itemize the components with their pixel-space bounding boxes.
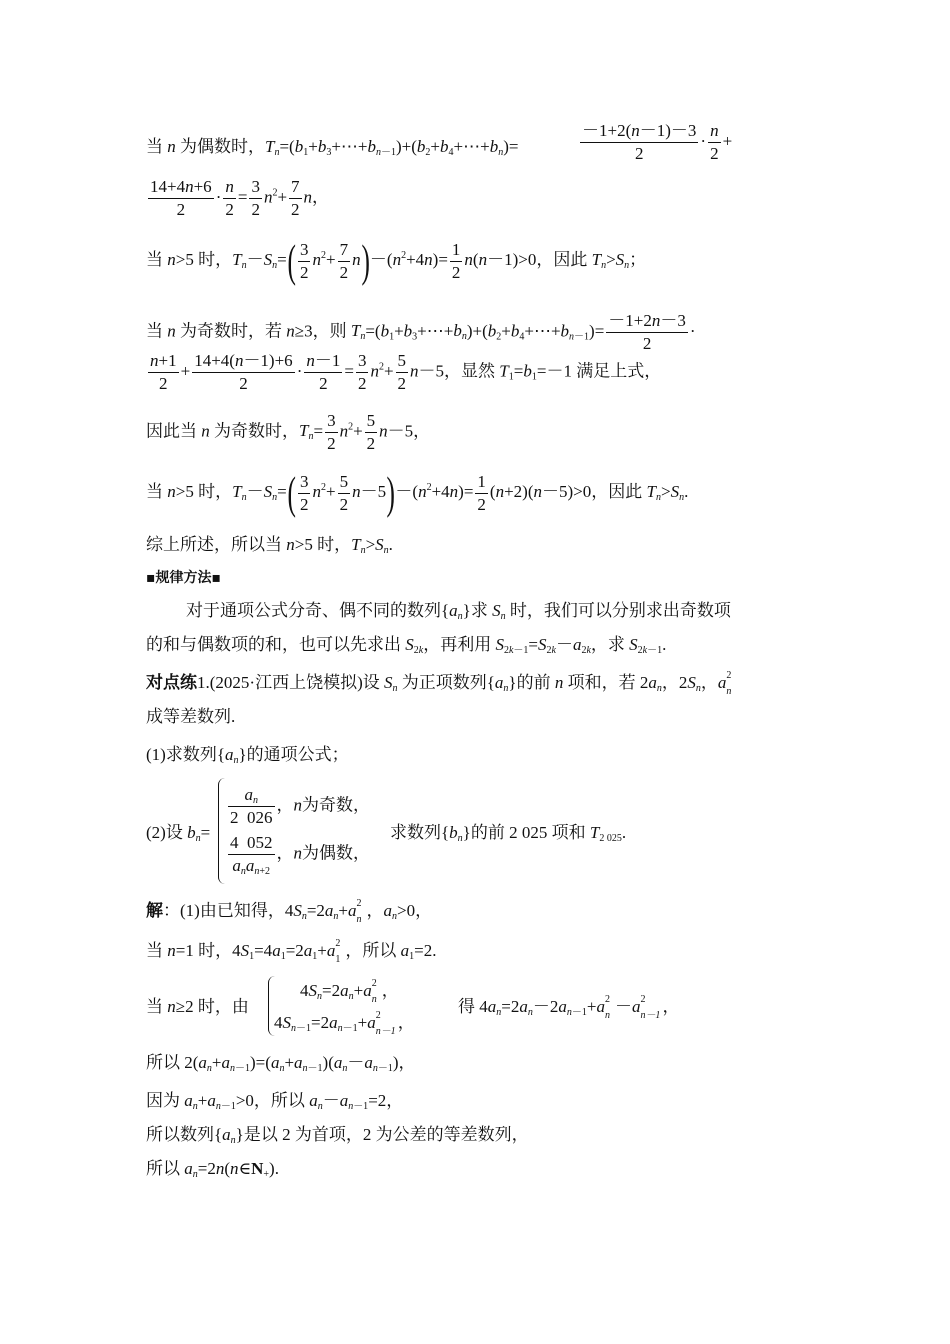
even-case-result: $\frac{14+4n+6}{2}$ · $\frac{n}{2}$ = $\frac{3}{2}$ $n^2+$ $\frac{7}{2}$ n，	[150, 177, 330, 219]
exercise-line-1: 对点练1.(2025·江西上饶模拟)设 $S_n$ 为正项数列$\{a_n\}$的前 n 项和，若 $2a_n$，$2S_n$，a 2 n	[146, 670, 732, 698]
solution-l3: 所以数列$\{a_n\}$是以 2 为首项，2 为公差的等差数列，	[146, 1125, 529, 1146]
piecewise-odd: $\frac{a_n}{2 026}$ ，n为奇数，	[230, 785, 370, 827]
part-1: (1)求数列$\{a_n\}$的通项公式；	[146, 745, 349, 766]
odd-case-result: $\frac{n+1}{2}$ + $\frac{14+4(n-1)+6}{2}$ · $\frac{n-1}{2}$ = $\frac{3}{2}$ $n^2+$ $\frac{5}{2}$ n－5，显然 $T_1=b_1=-1$ 满足上式，	[150, 351, 662, 393]
method-line-1: 对于通项公式分奇、偶不同的数列$\{a_n\}$求 $S_n$ 时，我们可以分别求出奇数项	[186, 601, 731, 622]
method-line-2: 的和与偶数项的和，也可以先求出 $S_{2k}$，再利用 $S_{2k-1}=S_{2k}-a_{2k}$，求 $S_{2k-1}$.	[146, 635, 667, 656]
piecewise-brace	[218, 778, 225, 884]
even-case-fraction: $\frac{-1+2(n-1)-3}{2}$ · $\frac{n}{2}$ +	[582, 121, 733, 163]
odd-case-line: 当 n 为奇数时，若 n≥3，则 $T_n=(b_1+b_3+\cdots+b_n)+(b_2+b_4+\cdots+b_{n-1})=$ $\frac{-1+2n-3}{2}$ ·	[146, 311, 696, 353]
system-eq-1: $4S_n=2a_n+a$ 2 n ，	[300, 978, 399, 1006]
solution-n2-suffix: 得 $4a_n=2a_n-2a_{n-1}+a$ 2 n －a 2 n－1 ，	[458, 994, 680, 1022]
method-title: ▪规律方法▪	[146, 570, 221, 586]
solution-l4: 所以 $a_n=2n(n\in N_+)$.	[146, 1159, 279, 1180]
odd-diff-line: 当 n>5 时，$T_n-S_n=$( $\frac{3}{2}$ $n^2+$ $\frac{5}{2}$ $n-5)-(n^2+4n)=$ $\frac{1}{2}$ (n+2)(n－5)>0，因此 $T_n>S_n$.	[146, 467, 689, 518]
exercise-line-2: 成等差数列.	[146, 707, 236, 726]
solution-l2: 因为 $a_n+a_{n-1}>0$，所以 $a_n-a_{n-1}=2$，	[146, 1091, 404, 1112]
summary-line: 综上所述，所以当 n>5 时，$T_n>S_n$.	[146, 535, 393, 556]
solution-l1: 所以 $2(a_n+a_{n-1})=(a_n+a_{n-1})(a_n-a_{n-1})$，	[146, 1053, 416, 1074]
part-2-prefix: (2)设 $b_n=$	[146, 823, 211, 844]
part-2-suffix: 求数列$\{b_n\}$的前 2 025 项和 $T_{2 025}$.	[390, 823, 627, 844]
solution-n1: 当 n=1 时，$4S_1=4a_1=2a_1+a$ 2 1 ，所以 $a_1=2$.	[146, 938, 437, 966]
solution-line-1: 解：(1)由已知得，$4S_n=2a_n+a$ 2 n ，$a_n>0$，	[146, 898, 433, 926]
system-eq-2: $4S_{n-1}=2a_{n-1}+a$ 2 n－1 ，	[274, 1010, 415, 1038]
odd-case-conclusion: 因此当 n 为奇数时，$T_n=$ $\frac{3}{2}$ $n^2+$ $\frac{5}{2}$ n－5，	[146, 411, 431, 453]
even-case-line: 当 n 为偶数时，$T_n=(b_1+b_3+\cdots+b_{n-1})+(b_2+b_4+\cdots+b_n)=$	[146, 137, 519, 158]
solution-n2-prefix: 当 n≥2 时，由	[146, 997, 249, 1016]
even-diff-line: 当 n>5 时，$T_n-S_n=$( $\frac{3}{2}$ $n^2+$ $\frac{7}{2}$ $n)-(n^2+4n)=$ $\frac{1}{2}$ n(n－1)>0，因此 $T_n>S_n$；	[146, 235, 647, 286]
piecewise-even: $\frac{4 052}{a_na_{n+2}}$ ，n为偶数，	[230, 833, 370, 877]
solution-label: 解	[146, 901, 163, 921]
exercise-label: 对点练	[146, 673, 197, 693]
